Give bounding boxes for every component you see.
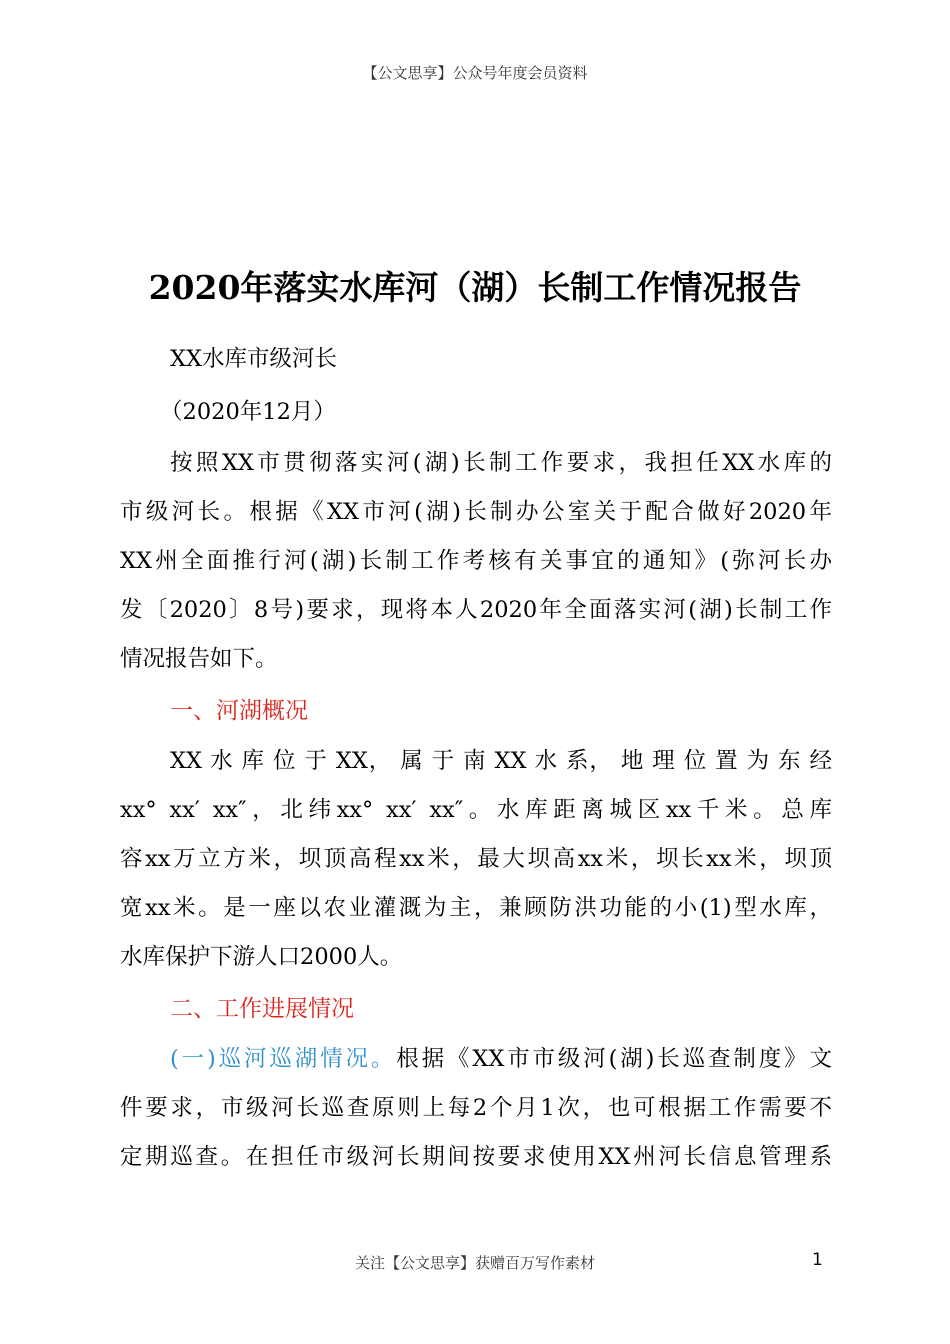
section-1-line-3: 容xx万立方米，坝顶高程xx米，最大坝高xx米，坝长xx米，坝顶 bbox=[120, 846, 832, 872]
date-line: （2020年12月） bbox=[160, 399, 336, 425]
section-1-line-1: XX 水 库 位 于 XX， 属 于 南 XX 水 系， 地 理 位 置 为 东 经 bbox=[170, 748, 832, 774]
subsection-1-heading: (一)巡河巡湖情况。 bbox=[170, 1046, 397, 1072]
section-2-heading: 二、工作进展情况 bbox=[170, 996, 354, 1022]
intro-line-2: 市级河长。根据《XX市河(湖)长制办公室关于配合做好2020年 bbox=[120, 499, 832, 525]
section-1-line-5: 水库保护下游人口2000人。 bbox=[120, 944, 403, 970]
intro-line-3: XX州全面推行河(湖)长制工作考核有关事宜的通知》(弥河长办 bbox=[120, 548, 832, 574]
section-2-line-2: 件要求，市级河长巡查原则上每2个月1次，也可根据工作需要不 bbox=[120, 1095, 832, 1121]
page-number: 1 bbox=[812, 1250, 823, 1270]
section-1-line-2: xx° xx′ xx″，北纬xx° xx′ xx″。水库距离城区xx千米。总库 bbox=[120, 797, 832, 823]
document-title: 2020年落实水库河（湖）长制工作情况报告 bbox=[148, 268, 802, 307]
section-2-line-3: 定期巡查。在担任市级河长期间按要求使用XX州河长信息管理系 bbox=[120, 1144, 832, 1170]
page-header: 【公文思享】公众号年度会员资料 bbox=[362, 64, 588, 82]
page-footer: 关注【公文思享】获赠百万写作素材 bbox=[354, 1254, 595, 1272]
section-1-heading: 一、河湖概况 bbox=[170, 698, 308, 724]
intro-line-5: 情况报告如下。 bbox=[120, 646, 278, 672]
section-1-line-4: 宽xx米。是一座以农业灌溉为主，兼顾防洪功能的小(1)型水库， bbox=[120, 895, 832, 921]
intro-line-1: 按照XX市贯彻落实河(湖)长制工作要求，我担任XX水库的 bbox=[170, 450, 832, 476]
author-line: XX水库市级河长 bbox=[170, 346, 338, 372]
subsection-1-text: 根据《XX市市级河(湖)长巡查制度》文 bbox=[396, 1046, 832, 1072]
section-2-line-1 bbox=[170, 1043, 832, 1075]
intro-line-4: 发〔2020〕8号)要求，现将本人2020年全面落实河(湖)长制工作 bbox=[120, 597, 832, 623]
